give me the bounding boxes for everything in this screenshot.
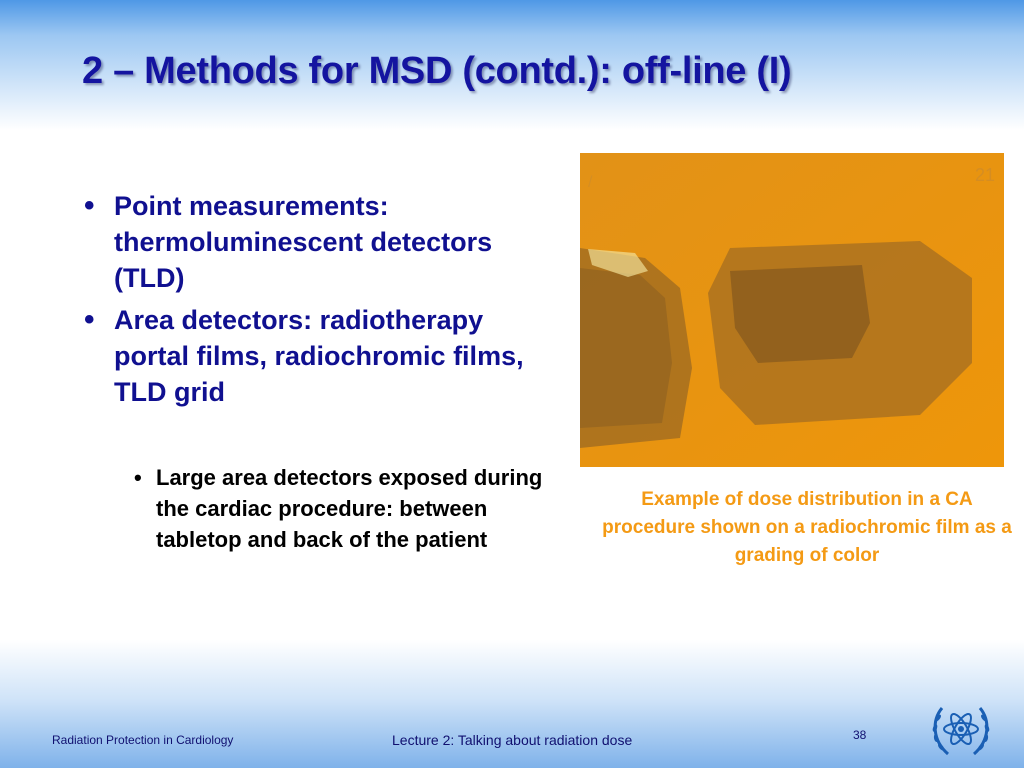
bullet-dot-icon: • — [134, 465, 142, 490]
page-number: 38 — [853, 728, 867, 742]
svg-text:21: 21 — [975, 165, 996, 185]
slide-title: 2 – Methods for MSD (contd.): off-line (I) — [82, 50, 792, 92]
footer-course: Radiation Protection in Cardiology — [52, 733, 234, 747]
radiochromic-film-image — [580, 153, 1004, 467]
svg-text:/: / — [588, 174, 593, 191]
image-caption: Example of dose distribution in a CA procedure shown on a radiochromic film as a grading of color — [602, 489, 1012, 566]
bullet-item-point-measurements — [82, 188, 562, 296]
iaea-emblem-icon — [928, 698, 994, 760]
bullet-dot-icon: • — [84, 303, 95, 336]
footer-lecture: Lecture 2: Talking about radiation dose — [392, 732, 633, 748]
sub-bullet-text: Large area detectors exposed during the cardiac procedure: between tabletop and back of the patient — [156, 465, 543, 552]
sub-bullet-item — [134, 462, 566, 555]
bullet-item-area-detectors — [82, 302, 562, 410]
bullet-list — [82, 188, 562, 416]
bullet-text: Area detectors: radiotherapy portal films, radiochromic films, TLD grid — [114, 305, 524, 407]
bullet-text: Point measurements: thermoluminescent detectors (TLD) — [114, 191, 493, 293]
bullet-dot-icon: • — [84, 189, 95, 222]
